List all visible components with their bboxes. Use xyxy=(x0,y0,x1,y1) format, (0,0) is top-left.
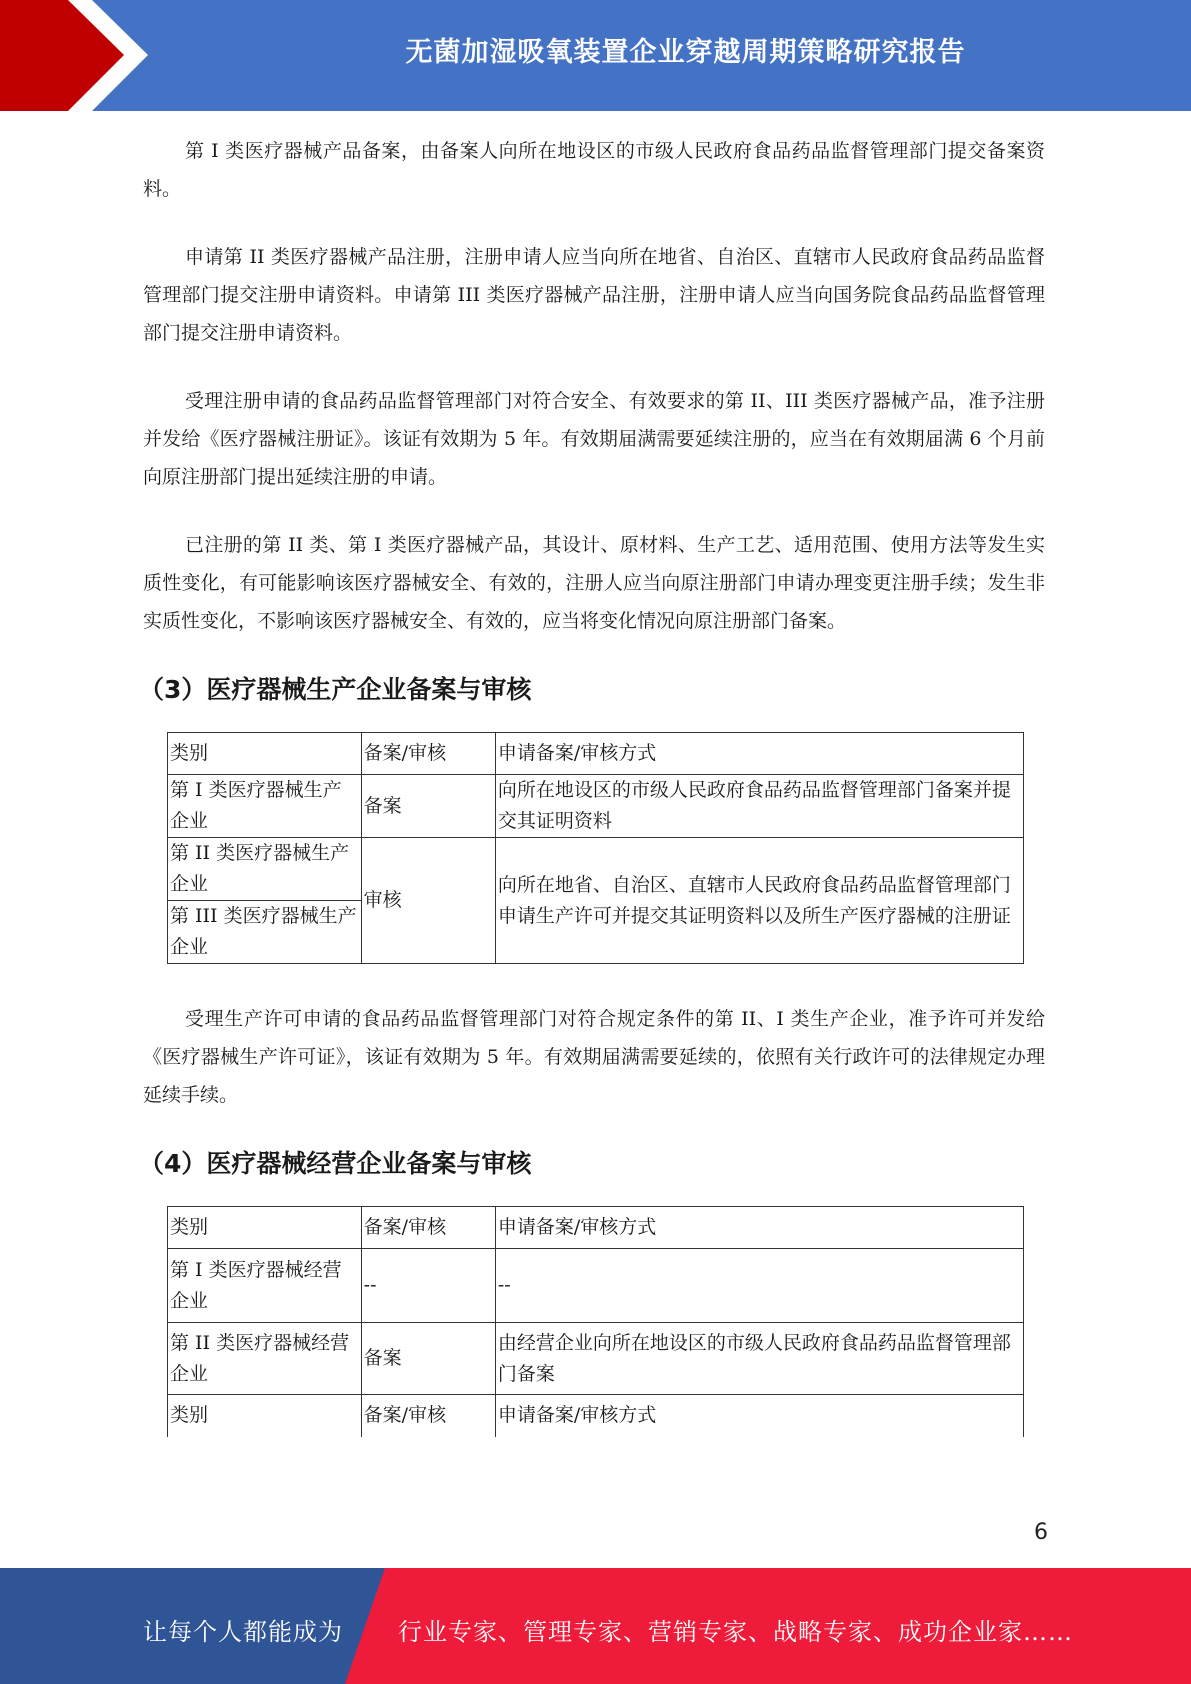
table-cell: 审核 xyxy=(361,838,495,964)
table-cell: 类别 xyxy=(168,733,362,775)
main-content xyxy=(139,132,1045,1437)
table-cell: 备案/审核 xyxy=(361,1207,495,1249)
table-cell: 申请备案/审核方式 xyxy=(495,733,1023,775)
table-cell: -- xyxy=(361,1249,495,1323)
section-heading: （4）医疗器械经营企业备案与审核 xyxy=(139,1149,532,1178)
paragraph: 受理生产许可申请的食品药品监督管理部门对符合规定条件的第 II、I 类生产企业，准予许可并发给《医疗器械生产许可证》，该证有效期为 5 年。有效期届满需要延续的，依照有关行政许可的法律规定办理延续手续。 xyxy=(143,1008,1045,1106)
table-row xyxy=(168,775,1024,838)
table-cell: 备案/审核 xyxy=(361,733,495,775)
table-cell: 第 I 类医疗器械经营企业 xyxy=(168,1249,362,1323)
table-cell: -- xyxy=(495,1249,1023,1323)
table-cell: 申请备案/审核方式 xyxy=(495,1395,1023,1437)
table-header-row xyxy=(168,1207,1024,1249)
table-row xyxy=(168,1323,1024,1395)
table-header-row xyxy=(168,733,1024,775)
business-enterprise-table xyxy=(167,1206,1024,1437)
table-cell: 申请备案/审核方式 xyxy=(495,1207,1023,1249)
table-cell: 第 III 类医疗器械生产企业 xyxy=(168,901,362,964)
table-cell: 由经营企业向所在地设区的市级人民政府食品药品监督管理部门备案 xyxy=(495,1323,1023,1395)
table-cell: 向所在地设区的市级人民政府食品药品监督管理部门备案并提交其证明资料 xyxy=(495,775,1023,838)
paragraph: 申请第 II 类医疗器械产品注册，注册申请人应当向所在地省、自治区、直辖市人民政府食品药品监督管理部门提交注册申请资料。申请第 III 类医疗器械产品注册，注册申请人应当向国务院食品药品监督管理部门提交注册申请资料。 xyxy=(143,246,1045,344)
table-row xyxy=(168,838,1024,901)
table-cell: 类别 xyxy=(168,1395,362,1437)
paragraph: 第 I 类医疗器械产品备案，由备案人向所在地设区的市级人民政府食品药品监督管理部门提交备案资料。 xyxy=(143,140,1045,200)
table-cell: 备案/审核 xyxy=(361,1395,495,1437)
table-row xyxy=(168,1249,1024,1323)
report-title: 无菌加湿吸氧装置企业穿越周期策略研究报告 xyxy=(405,37,966,68)
table-cell: 向所在地省、自治区、直辖市人民政府食品药品监督管理部门申请生产许可并提交其证明资料以及所生产医疗器械的注册证 xyxy=(495,838,1023,964)
footer-slogan-right: 行业专家、管理专家、营销专家、战略专家、成功企业家…… xyxy=(398,1618,1073,1646)
table-cell: 类别 xyxy=(168,1207,362,1249)
production-enterprise-table xyxy=(167,732,1024,964)
table-cell: 第 II 类医疗器械经营企业 xyxy=(168,1323,362,1395)
table-cell: 第 II 类医疗器械生产企业 xyxy=(168,838,362,901)
page-header xyxy=(0,0,1191,111)
page-number: 6 xyxy=(1034,1520,1048,1545)
table-row xyxy=(168,1395,1024,1437)
table-cell: 备案 xyxy=(361,1323,495,1395)
table-cell: 备案 xyxy=(361,775,495,838)
footer-slogan-left: 让每个人都能成为 xyxy=(143,1618,343,1646)
table-cell: 第 I 类医疗器械生产企业 xyxy=(168,775,362,838)
page-footer xyxy=(0,1568,1191,1684)
paragraph: 受理注册申请的食品药品监督管理部门对符合安全、有效要求的第 II、III 类医疗器械产品，准予注册并发给《医疗器械注册证》。该证有效期为 5 年。有效期届满需要延续注册的，应当在有效期届满 6 个月前向原注册部门提出延续注册的申请。 xyxy=(143,390,1045,488)
paragraph: 已注册的第 II 类、第 I 类医疗器械产品，其设计、原材料、生产工艺、适用范围、使用方法等发生实质性变化，有可能影响该医疗器械安全、有效的，注册人应当向原注册部门申请办理变更注册手续；发生非实质性变化，不影响该医疗器械安全、有效的，应当将变化情况向原注册部门备案。 xyxy=(143,534,1045,632)
section-heading: （3）医疗器械生产企业备案与审核 xyxy=(139,675,532,704)
